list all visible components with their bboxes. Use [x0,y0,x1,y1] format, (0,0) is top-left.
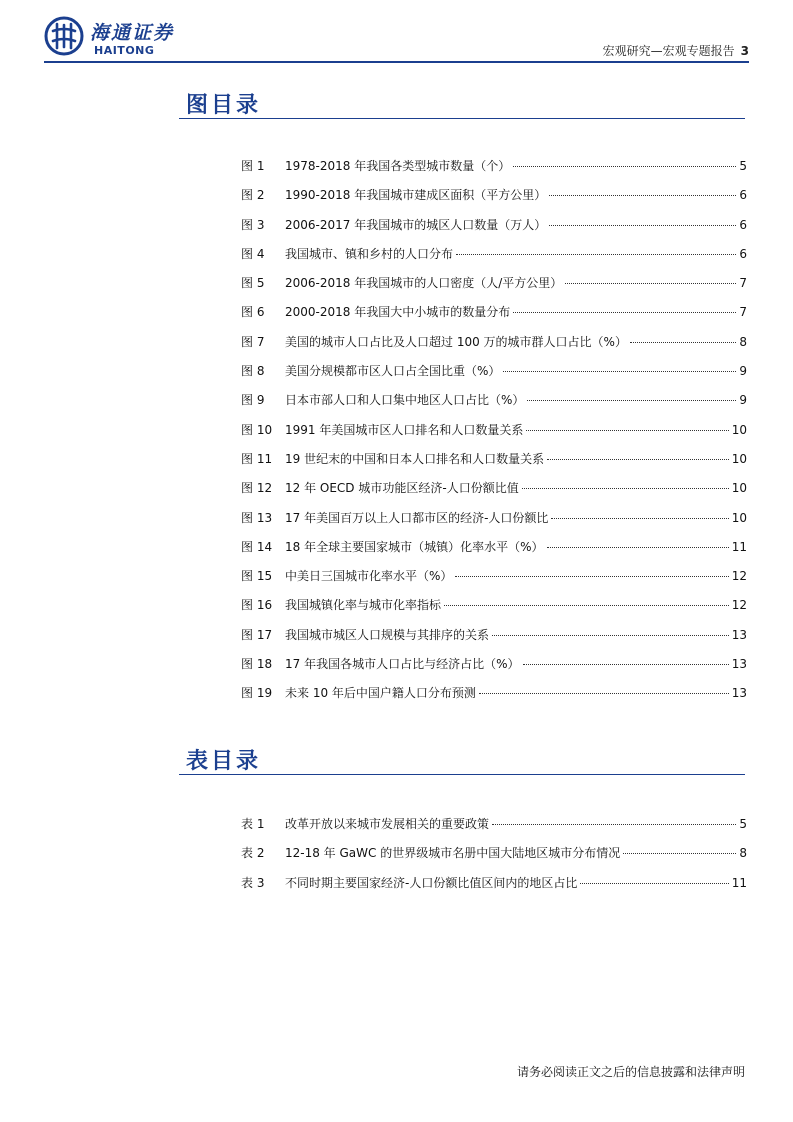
figure-entry[interactable] [241,684,747,713]
table-number: 表 2 [241,846,265,861]
figure-caption: 19 世纪末的中国和日本人口排名和人口数量关系 [285,451,545,466]
figure-page-number: 10 [731,481,747,496]
figure-entry[interactable] [241,655,747,684]
figure-caption: 1978-2018 年我国各类型城市数量（个） [285,159,511,173]
table-page-number: 11 [731,875,747,890]
figure-entry[interactable] [241,216,747,245]
figure-caption: 17 年我国各城市人口占比与经济占比（%） [285,657,520,672]
figure-page-number: 6 [739,246,747,261]
figure-caption: 2006-2018 年我国城市的人口密度（人/平方公里） [285,276,563,291]
figure-entry[interactable] [241,245,747,274]
figure-page-number: 8 [739,334,747,349]
dot-leader [503,371,736,372]
dot-leader [565,283,736,284]
figure-caption: 我国城镇化率与城市化率指标 [285,598,442,613]
figure-entry[interactable] [241,157,747,186]
figure-page-number: 9 [739,364,747,379]
dot-leader [479,693,729,694]
figure-page-number: 7 [739,305,747,320]
dot-leader [580,883,728,884]
dot-leader [549,195,736,196]
table-page-number: 8 [739,846,747,861]
figure-caption: 我国城市城区人口规模与其排序的关系 [285,627,490,642]
figure-page-number: 13 [731,657,747,672]
figure-caption: 12 年 OECD 城市功能区经济-人口份额比值 [285,481,519,496]
figure-caption: 日本市部人口和人口集中地区人口占比（%） [285,393,525,408]
figure-number: 图 7 [241,334,265,349]
table-list [241,815,747,903]
dot-leader [526,430,728,431]
report-section: 宏观研究—宏观专题报告 [602,44,735,58]
figure-entry[interactable] [241,421,747,450]
figure-entry[interactable] [241,303,747,332]
table-entry[interactable] [241,844,747,873]
brand-name-cn: 海通证券 [90,22,175,44]
figure-entry[interactable] [241,274,747,303]
figure-number: 图 2 [241,188,265,203]
figure-entry[interactable] [241,596,747,625]
dot-leader [549,225,736,226]
dot-leader [523,664,729,665]
header-rule [44,61,749,63]
figure-number: 图 11 [241,451,273,466]
figure-number: 图 9 [241,393,265,408]
figure-number: 图 15 [241,569,273,584]
table-list-title: 表目录 [186,749,262,774]
figure-entry[interactable] [241,333,747,362]
figure-page-number: 12 [731,598,747,613]
figure-caption: 我国城市、镇和乡村的人口分布 [285,246,454,261]
table-entry[interactable] [241,874,747,903]
brand-name-en: HAITONG [94,44,155,57]
figure-entry[interactable] [241,479,747,508]
figure-entry[interactable] [241,450,747,479]
table-number: 表 3 [241,875,265,890]
figure-page-number: 9 [739,393,747,408]
dot-leader [492,824,736,825]
figure-page-number: 11 [731,539,747,554]
figure-number: 图 4 [241,246,265,261]
dot-leader [513,312,736,313]
figure-caption: 18 年全球主要国家城市（城镇）化率水平（%） [285,539,544,554]
dot-leader [527,400,736,401]
figure-number: 图 3 [241,217,265,232]
figure-entry[interactable] [241,538,747,567]
dot-leader [623,853,736,854]
table-list-rule [179,774,745,775]
figure-page-number: 10 [731,451,747,466]
figure-page-number: 6 [739,217,747,232]
figure-page-number: 6 [739,188,747,203]
figure-caption: 美国的城市人口占比及人口超过 100 万的城市群人口占比（%） [285,334,627,349]
dot-leader [551,518,728,519]
figure-number: 图 13 [241,510,273,525]
figure-caption: 中美日三国城市化率水平（%） [285,569,453,584]
figure-entry[interactable] [241,567,747,596]
figure-number: 图 12 [241,481,273,496]
figure-number: 图 14 [241,539,273,554]
dot-leader [492,635,729,636]
figure-page-number: 7 [739,276,747,291]
figure-page-number: 13 [731,627,747,642]
table-caption: 12-18 年 GaWC 的世界级城市名册中国大陆地区城市分布情况 [285,846,621,861]
figure-page-number: 10 [731,510,747,525]
figure-number: 图 6 [241,305,265,320]
figure-caption: 17 年美国百万以上人口都市区的经济-人口份额比 [285,510,549,525]
dot-leader [456,254,736,255]
dot-leader [522,488,729,489]
figure-caption: 未来 10 年后中国户籍人口分布预测 [285,686,476,701]
figure-number: 图 10 [241,422,273,437]
figure-caption: 2000-2018 年我国大中小城市的数量分布 [285,305,511,320]
figure-entry[interactable] [241,186,747,215]
figure-number: 图 18 [241,657,273,672]
figure-entry[interactable] [241,509,747,538]
haitong-logo-icon [44,16,84,56]
figure-number: 图 17 [241,627,273,642]
figure-caption: 美国分规模都市区人口占全国比重（%） [285,364,501,379]
table-caption: 不同时期主要国家经济-人口份额比值区间内的地区占比 [285,875,578,890]
dot-leader [444,605,729,606]
table-page-number: 5 [739,817,747,831]
figure-number: 图 1 [241,159,265,173]
page-number: 3 [740,44,749,58]
figure-list-rule [179,118,745,119]
dot-leader [630,342,736,343]
figure-entry[interactable] [241,362,747,391]
dot-leader [455,576,728,577]
running-header [603,42,749,59]
figure-page-number: 5 [739,159,747,173]
figure-page-number: 13 [731,686,747,701]
footer-disclaimer: 请务必阅读正文之后的信息披露和法律声明 [516,1065,745,1079]
dot-leader [513,166,736,167]
figure-caption: 1990-2018 年我国城市建成区面积（平方公里） [285,188,547,203]
figure-entry[interactable] [241,626,747,655]
dot-leader [547,547,729,548]
figure-page-number: 10 [731,422,747,437]
figure-number: 图 19 [241,686,273,701]
figure-caption: 1991 年美国城市区人口排名和人口数量关系 [285,422,524,437]
figure-page-number: 12 [731,569,747,584]
table-entry[interactable] [241,815,747,844]
figure-list [241,157,747,714]
figure-caption: 2006-2017 年我国城市的城区人口数量（万人） [285,217,547,232]
dot-leader [547,459,729,460]
figure-number: 图 5 [241,276,265,291]
table-caption: 改革开放以来城市发展相关的重要政策 [285,817,490,831]
company-logo [44,16,194,60]
table-number: 表 1 [241,817,265,831]
figure-number: 图 8 [241,364,265,379]
figure-list-title: 图目录 [186,93,262,118]
figure-entry[interactable] [241,391,747,420]
figure-number: 图 16 [241,598,273,613]
